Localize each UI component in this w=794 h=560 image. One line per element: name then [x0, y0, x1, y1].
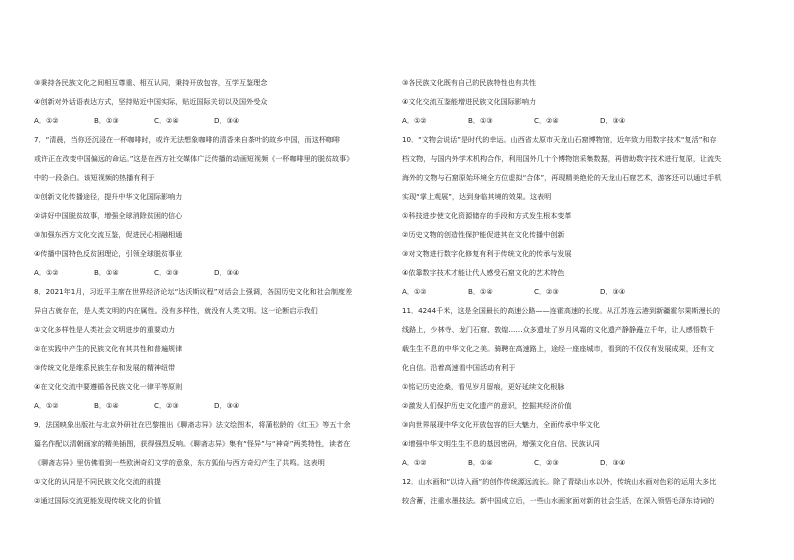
question-8-option: ④在文化交流中要遵循各民族文化一律平等原则 [34, 382, 183, 391]
question-11-option: ③向世界展现中华文化开放包容的巨大魅力，全面传承中华文化 [402, 420, 600, 429]
question-10-option: ②历史文物的创造性保护能促进其在文化传播中创新 [402, 230, 565, 239]
choice-a: A．①② [34, 268, 59, 277]
choice-a: A．①② [34, 401, 59, 410]
choice-d: D．③④ [600, 287, 626, 296]
question-7-option: ③加强东西方文化交流互鉴，促进民心相融相通 [34, 230, 183, 239]
left-column [34, 78, 396, 515]
question-11-stem: 载生生不息的中华文化之美。骑聘在高速路上，途经一座座城市，看到的不仅仅有发展成果，还有文 [402, 344, 715, 353]
answer-choices [34, 116, 396, 135]
question-7-option: ①创新文化传播途径，提升中华文化国际影响力 [34, 192, 183, 201]
question-7-stem: 7．“清晨，当你还沉浸在一杯咖啡时，或许无法想象咖啡的清香来自茶叶的故乡中国，而这杯咖啡 [34, 135, 341, 144]
option-line: ③各民族文化既有自己的民族特性也有共性 [402, 78, 537, 87]
question-7-stem: 中的一段条白。该短视频的热播有利于 [34, 173, 155, 182]
choice-c: C．②③ [534, 287, 559, 296]
choice-b: B．①④ [468, 458, 493, 467]
choice-a: A．①② [402, 458, 427, 467]
choice-d: D．③④ [214, 401, 240, 410]
choice-c: C．②③ [154, 401, 179, 410]
question-10-stem: 档文物，与国内外学术机构合作，利用国外几十个博物馆采集数据，再借助数字技术进行复原，让流失 [402, 154, 722, 163]
choice-c: C．②④ [534, 116, 559, 125]
question-10-choices [402, 287, 764, 306]
choice-b: B．①③ [94, 116, 119, 125]
question-7-stem: 或许正在改变中国偏远的命运。”这是在西方社交媒体广泛传播的动画短视频《一杯咖啡里的脱贫故事》 [34, 154, 354, 163]
choice-b: B．①④ [94, 268, 119, 277]
option-line: ④文化交流互鉴能增进民族文化国际影响力 [402, 97, 537, 106]
question-12-stem: 较含蓄，注重水墨技法。新中国成立后，一些山水画家面对新的社会生活，在深入领悟毛泽东诗词的 [402, 496, 715, 505]
question-11-option: ②激发人们保护历史文化遗产的意识，挖掘其经济价值 [402, 401, 572, 410]
question-11-stem: 线路上，少林寺、龙门石窟、敦煌……众多遗址了岁月风霜的文化遗产静静矗立千年，让人感悟数千 [402, 325, 715, 334]
question-9-stem: 《聊斋志异》里仿佛看到一些欧洲奇幻文学的意象，东方狐仙与西方奇幻产生了共鸣。这表明 [34, 458, 325, 467]
choice-c: C．②③ [154, 268, 179, 277]
question-10-option: ①科技进步使文化资源储存的手段和方式发生根本变革 [402, 211, 572, 220]
question-9-stem: 9．法国映象出版社与北京外研社在巴黎推出《聊斋志异》法文绘图本，将蒲松龄的《红玉》等五十余 [34, 420, 351, 429]
choice-d: D．③④ [600, 458, 626, 467]
question-8-option: ①文化多样性是人类社会文明进步的重要动力 [34, 325, 176, 334]
question-10-stem: 海外的文物与石窟原始环境全方位虚拟“合体”，再现精美绝伦的天龙山石窟艺术，游客还可以通过手机 [402, 173, 722, 182]
choice-a: A．①② [402, 287, 427, 296]
question-9-option: ②通过国际交流更能发现传统文化的价值 [34, 496, 161, 505]
question-8-stem: 异自古就存在，是人类文明的内在属性。没有多样性，就没有人类文明。这一论断启示我们 [34, 306, 318, 315]
question-7-choices [34, 268, 396, 287]
choice-b: B．①④ [468, 287, 493, 296]
question-8-option: ③传统文化是维系民族生存和发展的精神纽带 [34, 363, 176, 372]
question-12-stem: 12．山水画和“以诗入画”的创作传统源远流长。除了青绿山水以外，传统山水画对色彩的运用大多比 [402, 477, 717, 486]
question-8-choices [34, 401, 396, 420]
question-9-stem: 篇名作配以清朝画家的精美插图，获得强烈反响。《聊斋志异》集有“怪异”与“神奇”两类特性，读者在 [34, 439, 351, 448]
question-10-option: ③对文物进行数字化修复有利于传统文化的传承与发展 [402, 249, 572, 258]
right-column [402, 78, 764, 515]
option-line: ③秉持各民族文化之间相互尊重、相互认同，秉持开放包容，互学互鉴理念 [34, 78, 268, 87]
choice-c: C．②③ [534, 458, 559, 467]
question-8-option: ②在实践中产生的民族文化有其共性和普遍规律 [34, 344, 183, 353]
choice-d: D．③④ [600, 116, 626, 125]
choice-b: B．①③ [468, 116, 493, 125]
choice-a: A．①② [402, 116, 427, 125]
choice-a: A．①② [34, 116, 59, 125]
question-7-option: ④传播中国特色反贫困理论，引领全球脱贫事业 [34, 249, 183, 258]
question-8-stem: 8．2021年1月，习近平主席在世界经济论坛“达沃斯议程”对话会上强调，各国历史文化和社会制度差 [34, 287, 353, 296]
question-7-option: ②讲好中国脱贫故事，增强全球消除贫困的信心 [34, 211, 183, 220]
option-line: ④创新对外话语表达方式，坚持贴近中国实际，贴近国际关切以及国外受众 [34, 97, 268, 106]
question-10-stem: 10．“文物会说话”是时代的幸运。山西省太原市天龙山石窟博物馆，近年致力用数字技术“复活”和存 [402, 135, 717, 144]
choice-c: C．②④ [154, 116, 179, 125]
question-11-option: ①铭记历史沧桑，看见岁月留痕，更好延续文化根脉 [402, 382, 565, 391]
choice-b: B．①④ [94, 401, 119, 410]
question-10-option: ④依靠数字技术才能让代人感受石窟文化的艺术特色 [402, 268, 565, 277]
question-11-stem: 化自信。沿着高速看中国活动有利于 [402, 363, 516, 372]
choice-d: D．③④ [214, 116, 240, 125]
choice-d: D．③④ [214, 268, 240, 277]
question-9-option: ①文化的认同是不同民族文化交流的前提 [34, 477, 161, 486]
question-10-stem: 实现“掌上观展”，达到身临其境的效果。这表明 [402, 192, 552, 201]
answer-choices [402, 116, 764, 135]
question-11-option: ④增强中华文明生生不息的基因密码，增强文化自信、民族认同 [402, 439, 600, 448]
question-11-choices [402, 458, 764, 477]
question-11-stem: 11．4244千米，这是全国最长的高速公路——连霍高速的长度。从江苏连云港到新疆霍尔果斯漫长的 [402, 306, 720, 315]
